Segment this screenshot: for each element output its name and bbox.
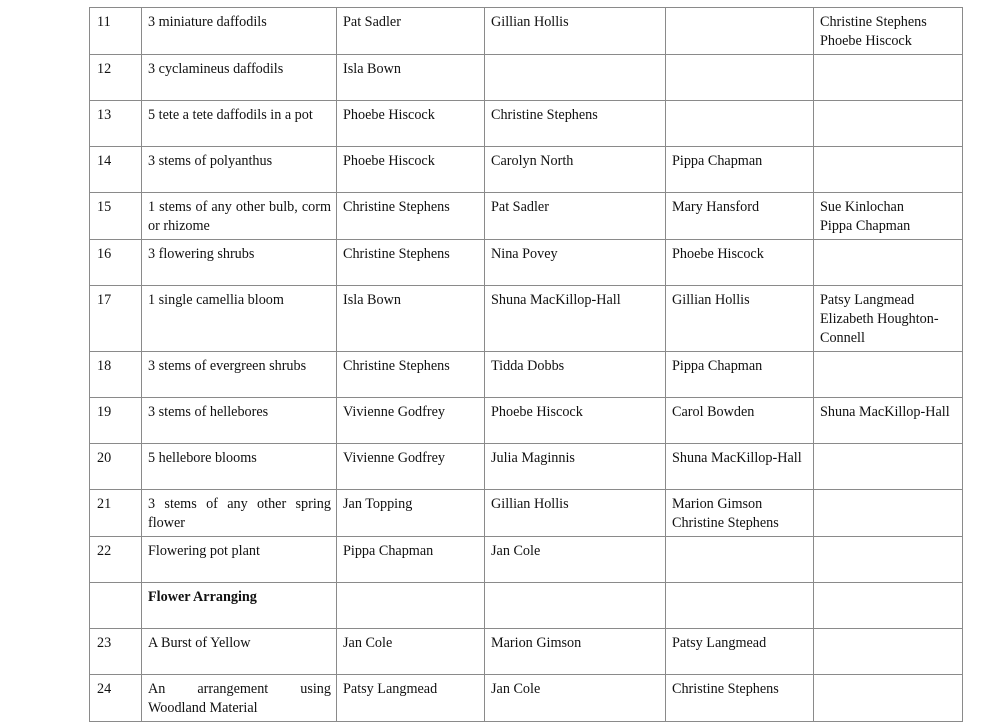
class-number-cell: 19 [90, 398, 142, 444]
first-place-cell: Pippa Chapman [337, 537, 485, 583]
highly-commended-cell [814, 240, 963, 286]
second-place-cell: Phoebe Hiscock [485, 398, 666, 444]
class-number-cell: 21 [90, 490, 142, 537]
first-place-cell: Vivienne Godfrey [337, 444, 485, 490]
highly-commended-cell: Patsy Langmead Elizabeth Houghton- Connell [814, 286, 963, 352]
table-row [90, 240, 963, 286]
second-place-cell: Gillian Hollis [485, 8, 666, 55]
second-place-cell: Nina Povey [485, 240, 666, 286]
third-place-cell: Carol Bowden [666, 398, 814, 444]
highly-commended-cell [814, 537, 963, 583]
class-number-cell: 18 [90, 352, 142, 398]
third-place-cell [666, 8, 814, 55]
class-number-cell [90, 583, 142, 629]
second-place-cell: Julia Maginnis [485, 444, 666, 490]
third-place-cell: Pippa Chapman [666, 352, 814, 398]
highly-commended-cell [814, 629, 963, 675]
highly-commended-cell [814, 583, 963, 629]
first-place-cell: Jan Topping [337, 490, 485, 537]
table-row [90, 398, 963, 444]
highly-commended-cell: Sue Kinlochan Pippa Chapman [814, 193, 963, 240]
table-row [90, 193, 963, 240]
highly-commended-cell [814, 147, 963, 193]
third-place-cell: Mary Hansford [666, 193, 814, 240]
exhibit-description-cell: 3 stems of polyanthus [142, 147, 337, 193]
class-number-cell: 12 [90, 55, 142, 101]
class-number-cell: 24 [90, 675, 142, 722]
second-place-cell: Marion Gimson [485, 629, 666, 675]
highly-commended-cell: Christine Stephens Phoebe Hiscock [814, 8, 963, 55]
exhibit-description-cell: 3 stems of evergreen shrubs [142, 352, 337, 398]
highly-commended-cell [814, 352, 963, 398]
highly-commended-cell [814, 675, 963, 722]
table-row [90, 55, 963, 101]
table-row [90, 286, 963, 352]
second-place-cell: Gillian Hollis [485, 490, 666, 537]
exhibit-description-cell: 1 single camellia bloom [142, 286, 337, 352]
table-row [90, 352, 963, 398]
first-place-cell: Vivienne Godfrey [337, 398, 485, 444]
table-row [90, 101, 963, 147]
first-place-cell: Isla Bown [337, 286, 485, 352]
exhibit-description-cell: 5 tete a tete daffodils in a pot [142, 101, 337, 147]
first-place-cell: Isla Bown [337, 55, 485, 101]
exhibit-description-cell: Flower Arranging [142, 583, 337, 629]
exhibit-description-cell: An arrangement using Woodland Material [142, 675, 337, 722]
exhibit-description-cell: A Burst of Yellow [142, 629, 337, 675]
second-place-cell: Jan Cole [485, 675, 666, 722]
section-heading-row [90, 583, 963, 629]
results-table-body [90, 8, 963, 722]
highly-commended-cell [814, 490, 963, 537]
second-place-cell: Shuna MacKillop-Hall [485, 286, 666, 352]
third-place-cell: Phoebe Hiscock [666, 240, 814, 286]
table-row [90, 675, 963, 722]
first-place-cell: Patsy Langmead [337, 675, 485, 722]
highly-commended-cell [814, 55, 963, 101]
first-place-cell: Phoebe Hiscock [337, 101, 485, 147]
third-place-cell: Gillian Hollis [666, 286, 814, 352]
class-number-cell: 23 [90, 629, 142, 675]
exhibit-description-cell: 1 stems of any other bulb, corm or rhizome [142, 193, 337, 240]
highly-commended-cell [814, 444, 963, 490]
table-row [90, 444, 963, 490]
second-place-cell [485, 55, 666, 101]
highly-commended-cell [814, 101, 963, 147]
exhibit-description-cell: Flowering pot plant [142, 537, 337, 583]
table-row [90, 629, 963, 675]
first-place-cell: Phoebe Hiscock [337, 147, 485, 193]
first-place-cell: Christine Stephens [337, 352, 485, 398]
results-table [89, 7, 963, 722]
exhibit-description-cell: 3 stems of hellebores [142, 398, 337, 444]
exhibit-description-cell: 3 flowering shrubs [142, 240, 337, 286]
third-place-cell [666, 583, 814, 629]
first-place-cell: Christine Stephens [337, 193, 485, 240]
highly-commended-cell: Shuna MacKillop-Hall [814, 398, 963, 444]
third-place-cell: Patsy Langmead [666, 629, 814, 675]
first-place-cell [337, 583, 485, 629]
class-number-cell: 15 [90, 193, 142, 240]
exhibit-description-cell: 3 stems of any other spring flower [142, 490, 337, 537]
first-place-cell: Jan Cole [337, 629, 485, 675]
second-place-cell: Christine Stephens [485, 101, 666, 147]
class-number-cell: 16 [90, 240, 142, 286]
class-number-cell: 13 [90, 101, 142, 147]
table-row [90, 147, 963, 193]
third-place-cell: Pippa Chapman [666, 147, 814, 193]
table-row [90, 490, 963, 537]
exhibit-description-cell: 3 cyclamineus daffodils [142, 55, 337, 101]
third-place-cell [666, 537, 814, 583]
class-number-cell: 22 [90, 537, 142, 583]
second-place-cell: Pat Sadler [485, 193, 666, 240]
third-place-cell [666, 55, 814, 101]
second-place-cell: Carolyn North [485, 147, 666, 193]
second-place-cell: Jan Cole [485, 537, 666, 583]
first-place-cell: Christine Stephens [337, 240, 485, 286]
second-place-cell: Tidda Dobbs [485, 352, 666, 398]
table-row [90, 8, 963, 55]
third-place-cell [666, 101, 814, 147]
third-place-cell: Christine Stephens [666, 675, 814, 722]
third-place-cell: Shuna MacKillop-Hall [666, 444, 814, 490]
exhibit-description-cell: 3 miniature daffodils [142, 8, 337, 55]
class-number-cell: 11 [90, 8, 142, 55]
class-number-cell: 20 [90, 444, 142, 490]
class-number-cell: 17 [90, 286, 142, 352]
table-row [90, 537, 963, 583]
class-number-cell: 14 [90, 147, 142, 193]
exhibit-description-cell: 5 hellebore blooms [142, 444, 337, 490]
third-place-cell: Marion Gimson Christine Stephens [666, 490, 814, 537]
second-place-cell [485, 583, 666, 629]
first-place-cell: Pat Sadler [337, 8, 485, 55]
